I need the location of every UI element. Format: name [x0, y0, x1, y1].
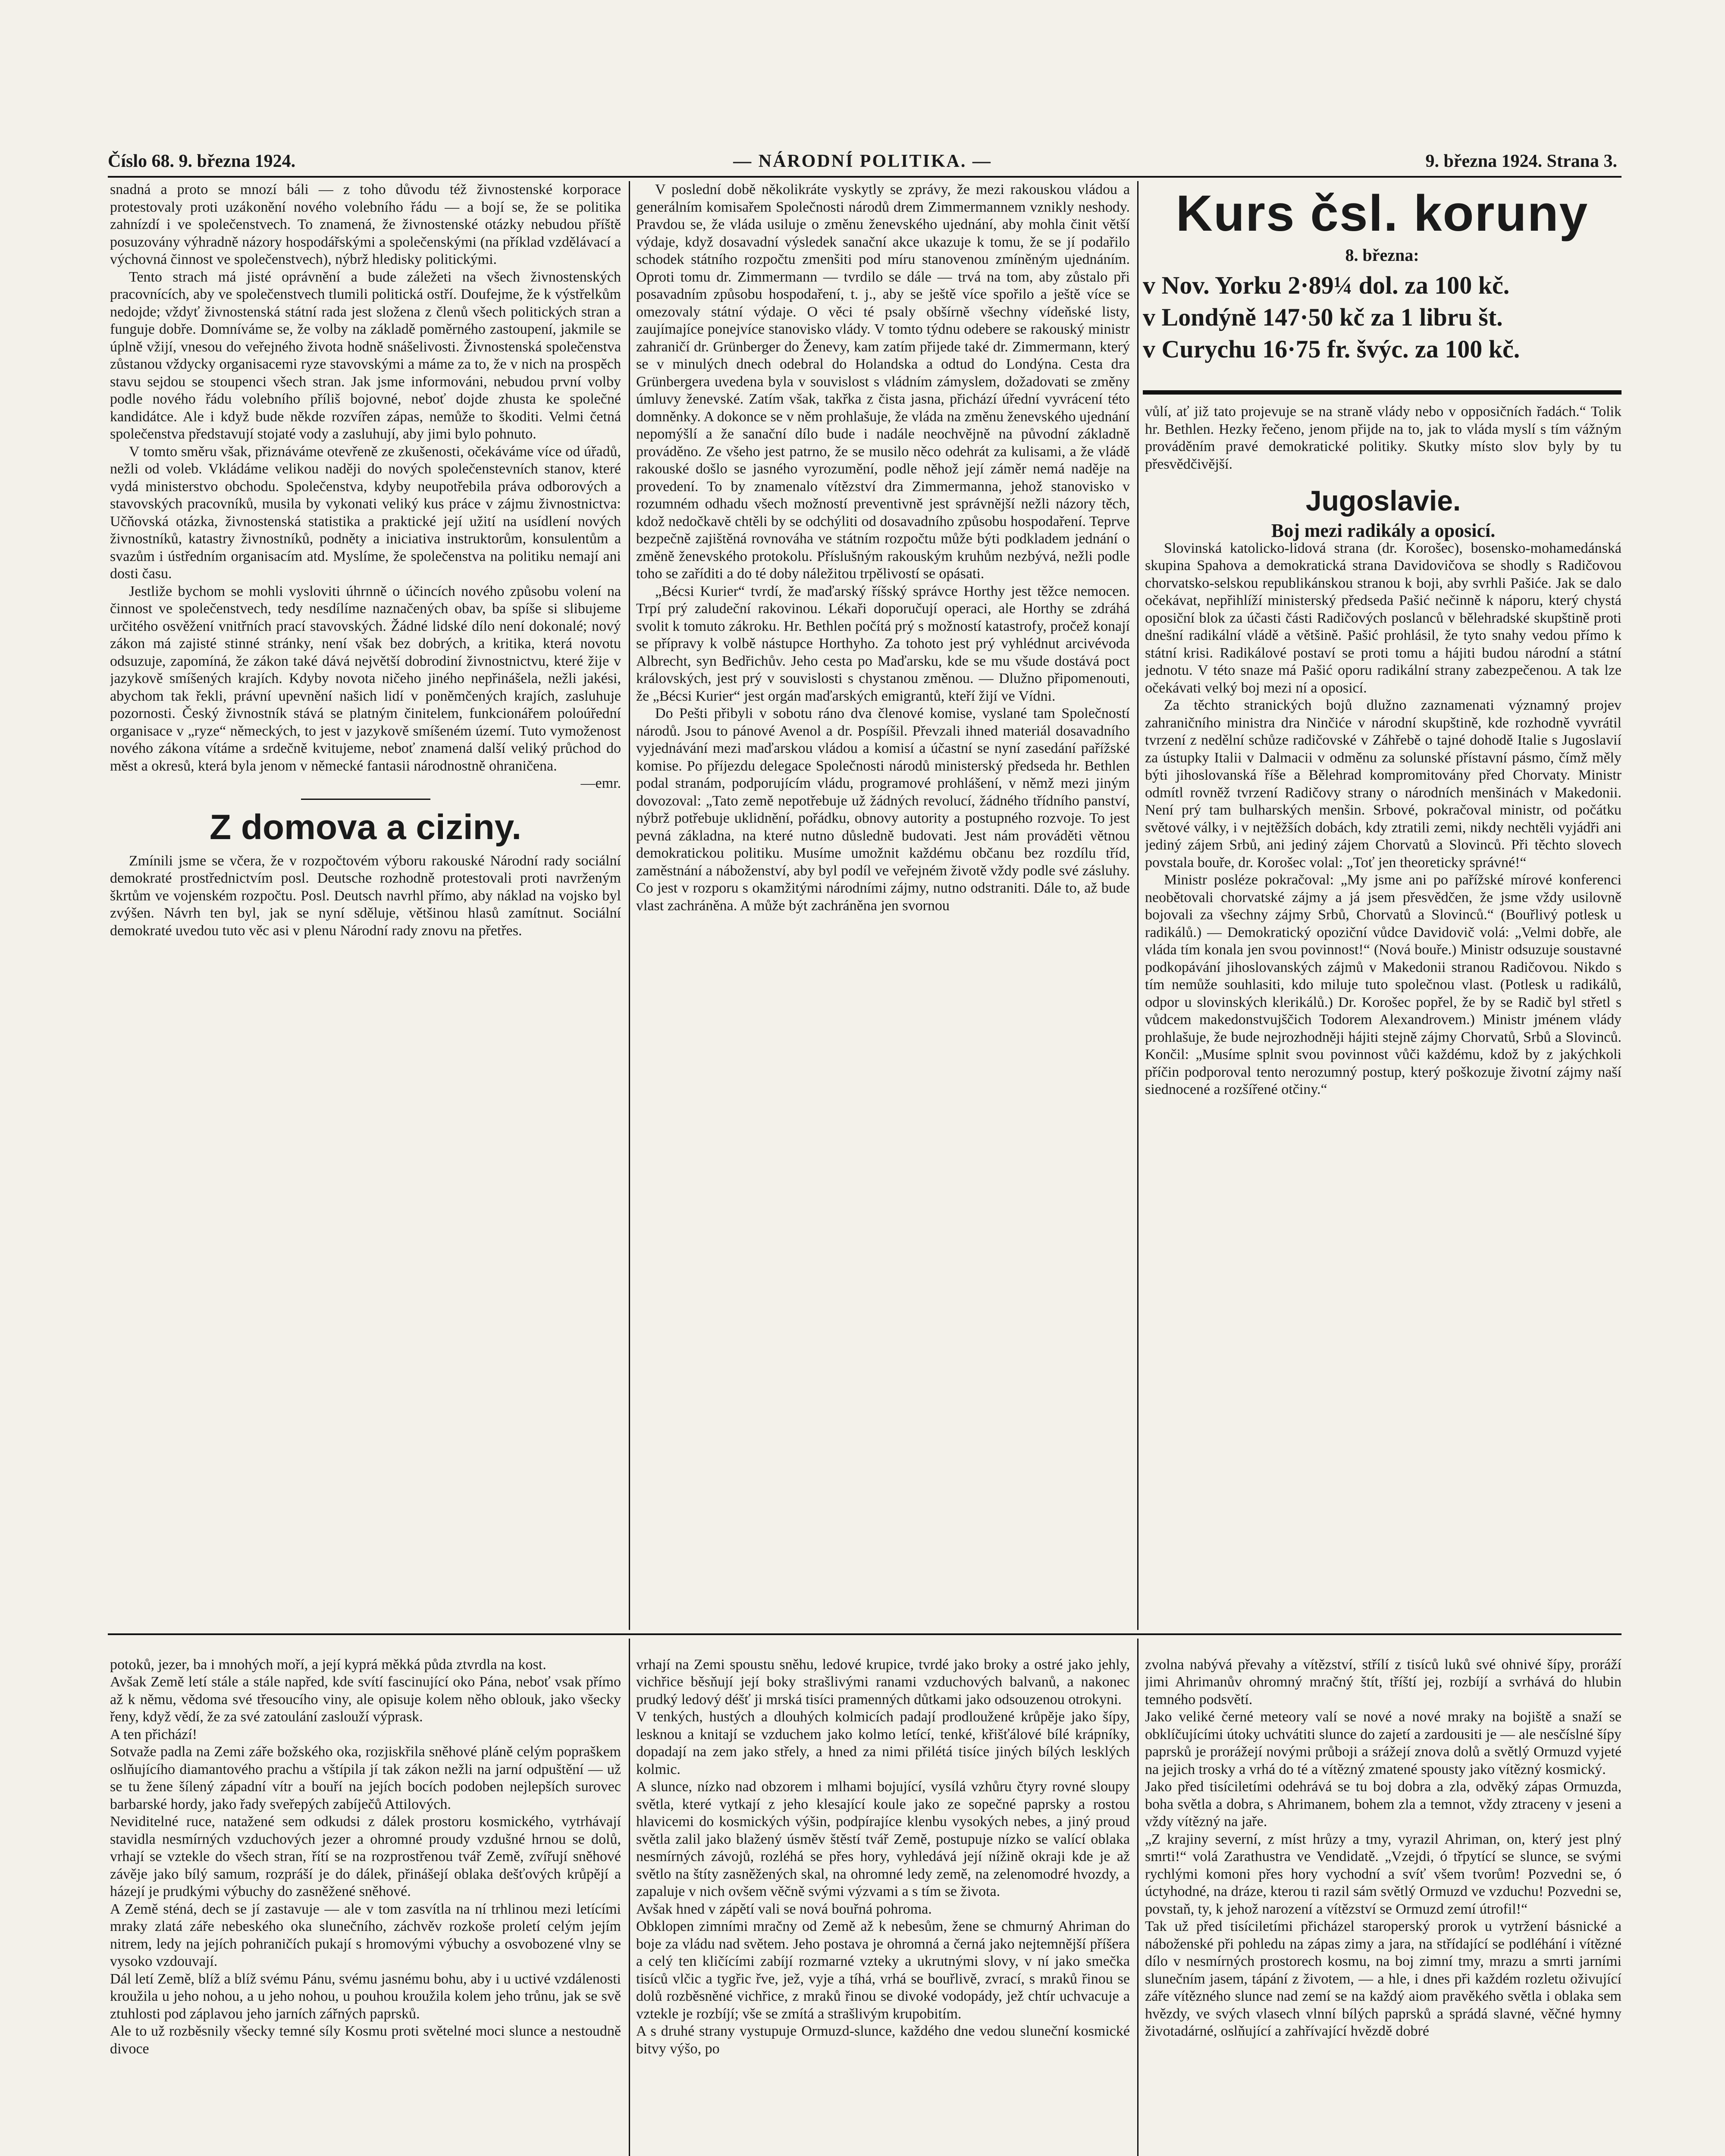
- feuilleton-text: zvolna nabývá převahy a vítězství, střílí z tisíců luků své ohnivé šípy, proráží jimi Ahrimanův ohromný mračný štít, tříští jej, rozbíjí a svrhává do hlubin temného podsvětí. Jako veliké černé meteory valí se nové a nové mraky na bojiště a snaží se obklíčujícími útoky uchvátiti slunce do zajetí a zardousiti je — ale nesčíslné šípy paprsků je prorážejí novými průboji a srážejí znova dolů a světlý Ormuzd vyjeté na jejich trosky a vrhá do té a vítězný zmatené spousty jako vítězný kosmický. Jako před tisíciletími odehrává se tu boj dobra a zla, odvěký zápas Ormuzda, boha světla a dobra, s Ahrimanem, bohem zla a temnot, vždy ztraceny v jeseni a vždy vítězný na jaře. „Z krajiny severní, z míst hrůzy a tmy, vyrazil Ahriman, on, který jest plný smrti!“ volá Zarathustra ve Vendidatě. „Vzejdi, ó třpytící se slunce, se svými rychlými komoni přes hory vychodní a svíť všem tvorům! Pozvedni se, ó úctyhodné, na dráze, kterou ti razil sám světlý Ormuzd ve vzduchu! Pozvedni se, povstaň, ty, k jehož narození a vítězství se Ormuzd zemí útrofil!“ Tak už před tisíciletími přicházel staroperský prorok u vytržení básnické a náboženské při pohledu na zápas zimy a jara, na střídající se podléhání i vítězné dílo v nesmírných prostorech kosmu, na boj zimní tmy, mrazu a smrti jarními slunečním jasem, tápání z životem, — a hle, i dnes při každém rozletu oživující záře vítězného slunce nad zemí se na každý aiom pravěkého světla i oblaka sem hvězdy, ve svých vlasech vlnní bílých paprsků a sprádá slavné, věčné hymny životadárné, oslňující a zahřívající hvězdě dobré: [1145, 1656, 1622, 2039]
- column-divider: [629, 181, 630, 1630]
- column-3: [1145, 403, 1622, 1628]
- feuilleton-text: potoků, jezer, ba i mnohých moří, a její kyprá měkká půda ztvrdla na kost. Avšak Země letí stále a stále napřed, kde svítí fascinující oko Pána, neboť vsak přímo až k němu, vědoma své třesoucího viny, ale opisuje kolem něho oblouk, jako všecky řeny, když vědí, že za své zatoulání zaslouží výprask. A ten přichází! Sotvaže padla na Zemi záře božského oka, rozjiskřila sněhové pláně celým popraškem oslňujícího diamantového prachu a vštípila jí tak zákon nežli na jarní odpuštění — už se tu žene šílený západní vítr a bouří na jejích bocích podoben nejlepších surovec barbarské hordy, jako řady sveřepých zabíječů Attilových. Neviditelné ruce, natažené sem odkudsi z dálek prostoru kosmického, vytrhávají stavidla nesmírných vzduchových jezer a ohromné proudy vzdušné hrnou se dolů, vrhají se vztekle do všech stran, řítí se na rozprostřenou tvář Země, zvířují sněhové závěje jako bílý samum, rozpráší je do dálek, přinášejí oblaka dešťových krůpějí a házejí je prudkými výbuchy do zasněžené sněhové. A Země sténá, dech se jí zastavuje — ale v tom zasvítla na ní trhlinou mezi letícími mraky zlatá záře nebeského oka slunečního, záchvěv rozkoše proletí celým jejím nitrem, ledy na jejích pohraničích pukají s hromovými výbuchy a osvobozené vlny se vysoko vzdouvají. Dál letí Země, blíž a blíž svému Pánu, svému jasnému bohu, aby i u uctivé vzdálenosti kroužila u jeho nohou, a u jeho nohou, u pouhou kroužila kolem jeho trůnu, jak se svě ztuhlosti pod záplavou jeho jarních zářných paprsků. Ale to už rozběsnily všecky temné síly Kosmu proti světelné moci slunce a nestoudně divoce: [110, 1656, 621, 2057]
- paragraph: Do Pešti přibyli v sobotu ráno dva členové komise, vyslané tam Společností národů. Jsou to pánové Avenol a dr. Pospíšil. Převzali ihned materiál dosavadního vyjednávání mezi maďarskou vládou a komisí a účastní se nyní zasedání pařížské komise. Po příjezdu delegace Společnosti národů ministerský předseda hr. Bethlen podal stranám, podporujícím vládu, programové prohlášení, v němž mezi jiným dovozoval: „Tato země nepotřebuje už žádných revolucí, žádného třídního panství, nýbrž potřebuje uklidnění, pořádku, obnovy autority a postupného rozvoje. To jest pevná základna, na které nutno důsledně budovati. Jest nám prováděti větnou demokratickou politiku. Musíme umožnit každému občanu bez rozdílu tříd, zaměstnání a náboženství, aby byl podíl ve veřejném životě vždy podle své zásluhy. Co jest v rozporu s okamžitými národními zájmy, nutno odstraniti. Dále to, až bude vlast zachráněna. A může být zachráněna jen svornou: [636, 705, 1130, 914]
- paragraph: Slovinská katolicko-lidová strana (dr. Korošec), bosensko-mohamedánská skupina Spahova a demokratická strana Davidovičova se shodly s Radičovou chorvatsko-selskou republikánskou stranou k boji, aby svrhli Pašiće. Jak se dalo očekávat, nepřihlíží ministerský předseda Pašić nečinně k náporu, který chystá oposiční blok za účasti části Radičových poslanců v bělehradské skupštině proti dnešní radikální vládě a většině. Pašić prohlásil, že tyto snahy vedou přímo k státní krisi. Radikálové postaví se proti tomu a hájiti budou národní a státní jednotu. V této snaze má Pašić oporu radikální strany zabezpečenou. A tak lze očekávati velký boj mezi ní a oposicí.: [1145, 540, 1622, 696]
- issue-info: Číslo 68. 9. března 1924.: [108, 151, 296, 171]
- column-2: [636, 181, 1130, 1628]
- column-divider: [1137, 1639, 1138, 2156]
- feuilleton-rule: [108, 1633, 1622, 1635]
- column-divider: [1137, 181, 1138, 1630]
- paragraph: Za těchto stranických bojů dlužno zaznamenati významný projev zahraničního ministra dra Ninčiće v národní skupštině, kde rozhodně vyvrátil tvrzení z nedělní schůze radičovské v Záhřebě o tajné dohodě Italie s Jugoslavií za ústupky Italii v Dalmacii v odměnu za solunské přístavní pásmo, čímž měly býti jihoslovanská říše a Bělehrad kompromitovány před Chorvaty. Ministr odmítl rovněž tvrzení Radičovy strany o národních menšinách v Makedonii. Není prý tam bulharských menšin. Srbové, pokračoval ministr, od počátku světové války, i v nejtěžších dobách, kdy ztratili zemi, nikdy nechtěli vyjádři ani jediný zájem Srbů, ani jediný zájem Chorvatů a Slovinců. Při těchto slovech povstala bouře, dr. Korošec volal: „Toť jen theoreticky správné!“: [1145, 697, 1622, 871]
- box-rule: [1143, 390, 1622, 395]
- paragraph: Jestliže bychom se mohli vysloviti úhrnně o účincích nového způsobu volení na činnost ve společenstvech, tedy nesdílíme naznačených obav, ba spíše si slibujeme určitého osvěžení vnitřních prací stavovských. Žádné lidské dílo není dokonalé; nový zákon má zajisté stinné stránky, není však bez dobrých, a kritika, která novotu odsuzuje, zapomíná, že zákon také dává největší dobrodiní živnostnictvu, které žije v jazykově smíšených krajích. Kdyby novota ničeho jiného nepřinášela, nežli jakési, abychom tak řekli, právní upevnění našich lidí v poněmčených krajích, zasluhuje pozornosti. Český živnostník stává se platným činitelem, funkcionářem poloúřední organisace v „ryze“ německých, to jest v jazykově smíšeném území. Tuto vymoženost nového zákona vítáme a srdečně kvitujeme, neboť znamená další veliký průchod do měst a okresů, která byla jenom v německé fantasii národnostně ohraničena.: [110, 583, 621, 774]
- column-divider: [629, 1639, 630, 2156]
- author-signature: —emr.: [580, 775, 621, 791]
- section-headline: Z domova a ciziny.: [210, 807, 521, 847]
- currency-rate-box: [1143, 185, 1622, 384]
- feuilleton-column-2: [636, 1639, 1130, 2156]
- paragraph: Zmínili jsme se včera, že v rozpočtovém výboru rakouské Národní rady sociální demokraté prostřednictvím posl. Deutsche rozhodně protestovali proti navrženým škrtům ve vojenském rozpočtu. Posl. Deutsch navrhl přímo, aby náklad na vojsko byl zvýšen. Návrh ten byl, jak se nyní sděluje, většinou hlasů zamítnut. Sociální demokraté uvedou tuto věc asi v plenu Národní rady znovu na přetřes.: [110, 852, 621, 939]
- column-1: [110, 181, 621, 1628]
- paragraph: V tomto směru však, přiznáváme otevřeně ze zkušenosti, očekáváme více od úřadů, nežli od voleb. Vkládáme velikou naději do nových společenstevních stanov, které vydá ministerstvo obchodu. Společenstva, kdyby neupotřebila práva odborových a stavovských pracovníků, musila by vykonati veliký kus práce v zájmu živnostnictva: Učňovská otázka, živnostenská statistika a praktické její užití na usídlení nových živnostníků, katastry živnostníků, podněty a iniciativa instruktorům, konsulentům a svazům i ústředním organisacím atd. Myslíme, že společenstva na politiku nemají ani dosti času.: [110, 443, 621, 582]
- header-rule: [108, 176, 1622, 178]
- feuilleton-column-3: [1145, 1639, 1622, 2156]
- section-headline: Jugoslavie.: [1305, 485, 1461, 517]
- feuilleton-column-1: [110, 1639, 621, 2156]
- currency-date: 8. března:: [1345, 245, 1419, 265]
- paragraph: Tento strach má jisté oprávnění a bude záležeti na všech živnostenských pracovnících, aby ve společenstvech tlumili politická ostří. Doufejme, že k výstřelkům nedojde; vždyť živnostenská státní rada jest složena z členů všech politických stran a funguje dobře. Domníváme se, že volby na základě poměrného zastoupení, jakmile se úplně vžijí, vnesou do veřejného života hodně snášelivosti. Živnostenská společenstva zůstanou vždycky organisacemi ryze stavovskými a máme za to, že v nich na prospěch stavu sejdou se stoupenci všech stran. Jak jsme informováni, nebudou první volby podle nového řádu volebního příliš bojovné, neboť dojde zhusta ke společné kandidátce. Ale i když bude někde rozvířen zápas, nemůže to škoditi. Velmi četná společenstva představují stojaté vody a zasluhují, aby jimi bylo pohnuto.: [110, 269, 621, 442]
- paragraph: V poslední době několikráte vyskytly se zprávy, že mezi rakouskou vládou a generálním komisařem Společnosti národů drem Zimmermannem vznikly neshody. Pravdou se, že vláda usiluje o změnu ženevského ujednání, aby mohla činit větší výdaje, když dosavadní výsledek sanační akce ukazuje k tomu, že se jí podařilo schodek státního rozpočtu zmenšiti pod míru stanovenou zmíněným ujednáním. Oproti tomu dr. Zimmermann — tvrdilo se dále — trvá na tom, aby zůstalo při posavadním způsobu hospodaření, t. j., aby se ještě více spořilo a ještě více se omezovaly státní výdaje. O věci té psaly obšírně všechny vídeňské listy, zaujímajíce ponejvíce stanovisko vlády. V tomto týdnu odebere se rakouský ministr zahraničí dr. Grünberger do Ženevy, kam zatím přijede také dr. Zimmermann, který se v minulých dnech odebral do Holandska a odtud do Londýna. Cesta dra Grünbergera uvedena byla v souvislost s vládním zámyslem, dožadovati se změny úmluvy ženevské. Zatím však, takřka z čista jasna, přichází úřední vyvrácení této domněnky. A dokonce se v něm prohlašuje, že vláda na změnu ženevského ujednání nepomýšlí a že sanační dílo bude i nadále neochvějně na původní základně prováděno. Ze všeho jest patrno, že se musilo něco odehrát za kulisami, a že vládě rakouské došlo se jasného vyrozumění, podle něhož její záměr nemá naděje na provedení. To by znamenalo vítězství dra Zimmermanna, jehož stanovisko v rozumném odhadu všech možností preventivně jest správnější nežli názory těch, kdož nedočkavě chtěli by se odchýliti od dosavadního způsobu hospodaření. Teprve bezpečně zajištěná rovnováha ve státním rozpočtu může býti podkladem jednání o změně ženevského protokolu. Příslušným rakouským kruhům nezbývá, nežli podle toho se zaříditi a do té doby náležitou trpělivostí se opásati.: [636, 182, 1130, 582]
- feuilleton-text: vrhají na Zemi spoustu sněhu, ledové krupice, tvrdé jako broky a ostré jako jehly, vichřice běsňují její boky strašlivými ranami vzduchových balvanů, a nakonec prudký ledový déšť ji mrská tisíci pramenných důtkami jako odsouzenou otrokyni. V tenkých, hustých a dlouhých kolmicích padají prodloužené krůpěje jako šípy, lesknou a knitají se vzduchem jako kolmo letící, tenké, křišťálové bílé krápníky, dopadají na zem jako střely, a hned za nimi přilétá tisíce jiných bílých lesklých kolmic. A slunce, nízko nad obzorem i mlhami bojující, vysílá vzhůru čtyry rovné sloupy světla, které vytkají z jeho klesající koule jako ze sopečné paprsky a rostou hlavicemi do kosmických výšin, podpírajíce klenbu vysokých nebes, a jiný proud světla zalil jako blažený úsměv štěstí tvář Země, postupuje nízko se valící oblaka nesmírných závojů, rozléhá se přes hory, vyhledává její nížině okraji kde je až světlo na štíty zasněžených skal, na ohromné ledy země, na zelenomodré hvozdy, a zapaluje v nich ovšem věčně svými výzvami a s tím se života. Avšak hned v zápětí vali se nová bouřná pohroma. Obklopen zimními mračny od Země až k nebesům, žene se chmurný Ahriman do boje za vládu nad světem. Jeho postava je ohromná a černá jako nejtemnější příšera a celý ten kličícími zabíjí rozmarné vzteky a ukrutnými slovy, v ní jako smečka tisíců vlčic a tygřic řve, jež, vyje a tíhá, vrhá se bouřlivě, zvrací, s mraků řinou se dolů rozběsněné vichřice, z mraků řinou se divoké vodopády, jež chtír uchvacuje a vztekle je rozbíjí; vše se zmítá a strašlivým krupobitím. A s druhé strany vystupuje Ormuzd-slunce, každého dne vedou sluneční kosmické bitvy výšo, po: [636, 1656, 1130, 2057]
- page-info: 9. března 1924. Strana 3.: [1425, 151, 1617, 171]
- article-subheadline: Boj mezi radikály a oposicí.: [1271, 520, 1496, 541]
- divider: [301, 799, 430, 800]
- paragraph: Ministr posléze pokračoval: „My jsme ani po pařížské mírové konferenci neobětovali chorvatské zájmy a já jsem přesvědčen, že jsme vždy usilovně bojovali za všechny zájmy Srbů, Chorvatů a Slovinců.“ (Bouřlivý potlesk u radikálů.) — Demokratický opoziční vůdce Davidovič volá: „Velmi dobře, ale vláda tím konala jen svou povinnost!“ (Nová bouře.) Ministr odsuzuje soustavné podkopávání jihoslovanských zájmů v Makedonii stranou Radičovou. Nikdo s tím nemůže souhlasiti, kdo miluje tuto společnou vlast. (Potlesk u radikálů, odpor u slovinských klerikálů.) Dr. Korošec popřel, že by se Radič byl střetl s vůdcem makedonstvujščich Todorem Alexandrovem.) Ministr jménem vlády prohlašuje, že bude nejrozhodněji hájiti stejně zájmy Chorvatů, Srbů a Slovinců. Končil: „Musíme splnit svou povinnost vůči každému, kdož by z jakýchkoli příčin podporoval tento nerozumný postup, který poškozuje životní zájmy naší siednocené a rozšířené otčiny.“: [1145, 872, 1622, 1097]
- rate-zurich: v Curychu 16·75 fr. švýc. za 100 kč.: [1143, 335, 1520, 363]
- page-header: [108, 151, 1617, 177]
- rate-new-york: v Nov. Yorku 2·89¼ dol. za 100 kč.: [1143, 271, 1510, 299]
- paragraph: „Bécsi Kurier“ tvrdí, že maďarský říšský správce Horthy jest těžce nemocen. Trpí prý zaludeční rakovinou. Lékaři doporučují operaci, ale Horthy se zdráhá svolit k tomuto zákroku. Hr. Bethlen počítá prý s možností katastrofy, pročež konají se přípravy k volbě nástupce Horthyho. Za tohoto jest prý vyhlédnut arcivévoda Albrecht, syn Bedřichův. Jeho cesta po Maďarsku, kde se mu všude dostává poct královských, jest prý v souvislosti s chystanou změnou. — Dlužno připomenouti, že „Bécsi Kurier“ jest orgán maďarských emigrantů, kteří žijí ve Vídni.: [636, 583, 1130, 704]
- paragraph: vůlí, ať již tato projevuje se na straně vlády nebo v opposičních řadách.“ Tolik hr. Bethlen. Hezky řečeno, jenom přijde na to, jak to vláda myslí s tím vážným prováděním pravé demokratické politiky. Skutky místo slov byly by tu přesvědčivější.: [1145, 404, 1622, 472]
- paragraph: snadná a proto se mnozí báli — z toho důvodu též živnostenské korporace protestovaly proti uzákonění nového volebního řádu — a bojí se, že se politika zahnízdí i ve společenstvech. To znamená, že živnostenské otázky nebudou příště posuzovány výhradně názory hospodářskými a společenskými (na příklad vzdělávací a výchovná činnost ve společenstvech), nýbrž hledisky politickými.: [110, 182, 621, 267]
- paper-title: — NÁRODNÍ POLITIKA. —: [733, 151, 992, 171]
- currency-title: Kurs čsl. koruny: [1176, 185, 1589, 242]
- rate-london: v Londýně 147·50 kč za 1 libru št.: [1143, 303, 1503, 331]
